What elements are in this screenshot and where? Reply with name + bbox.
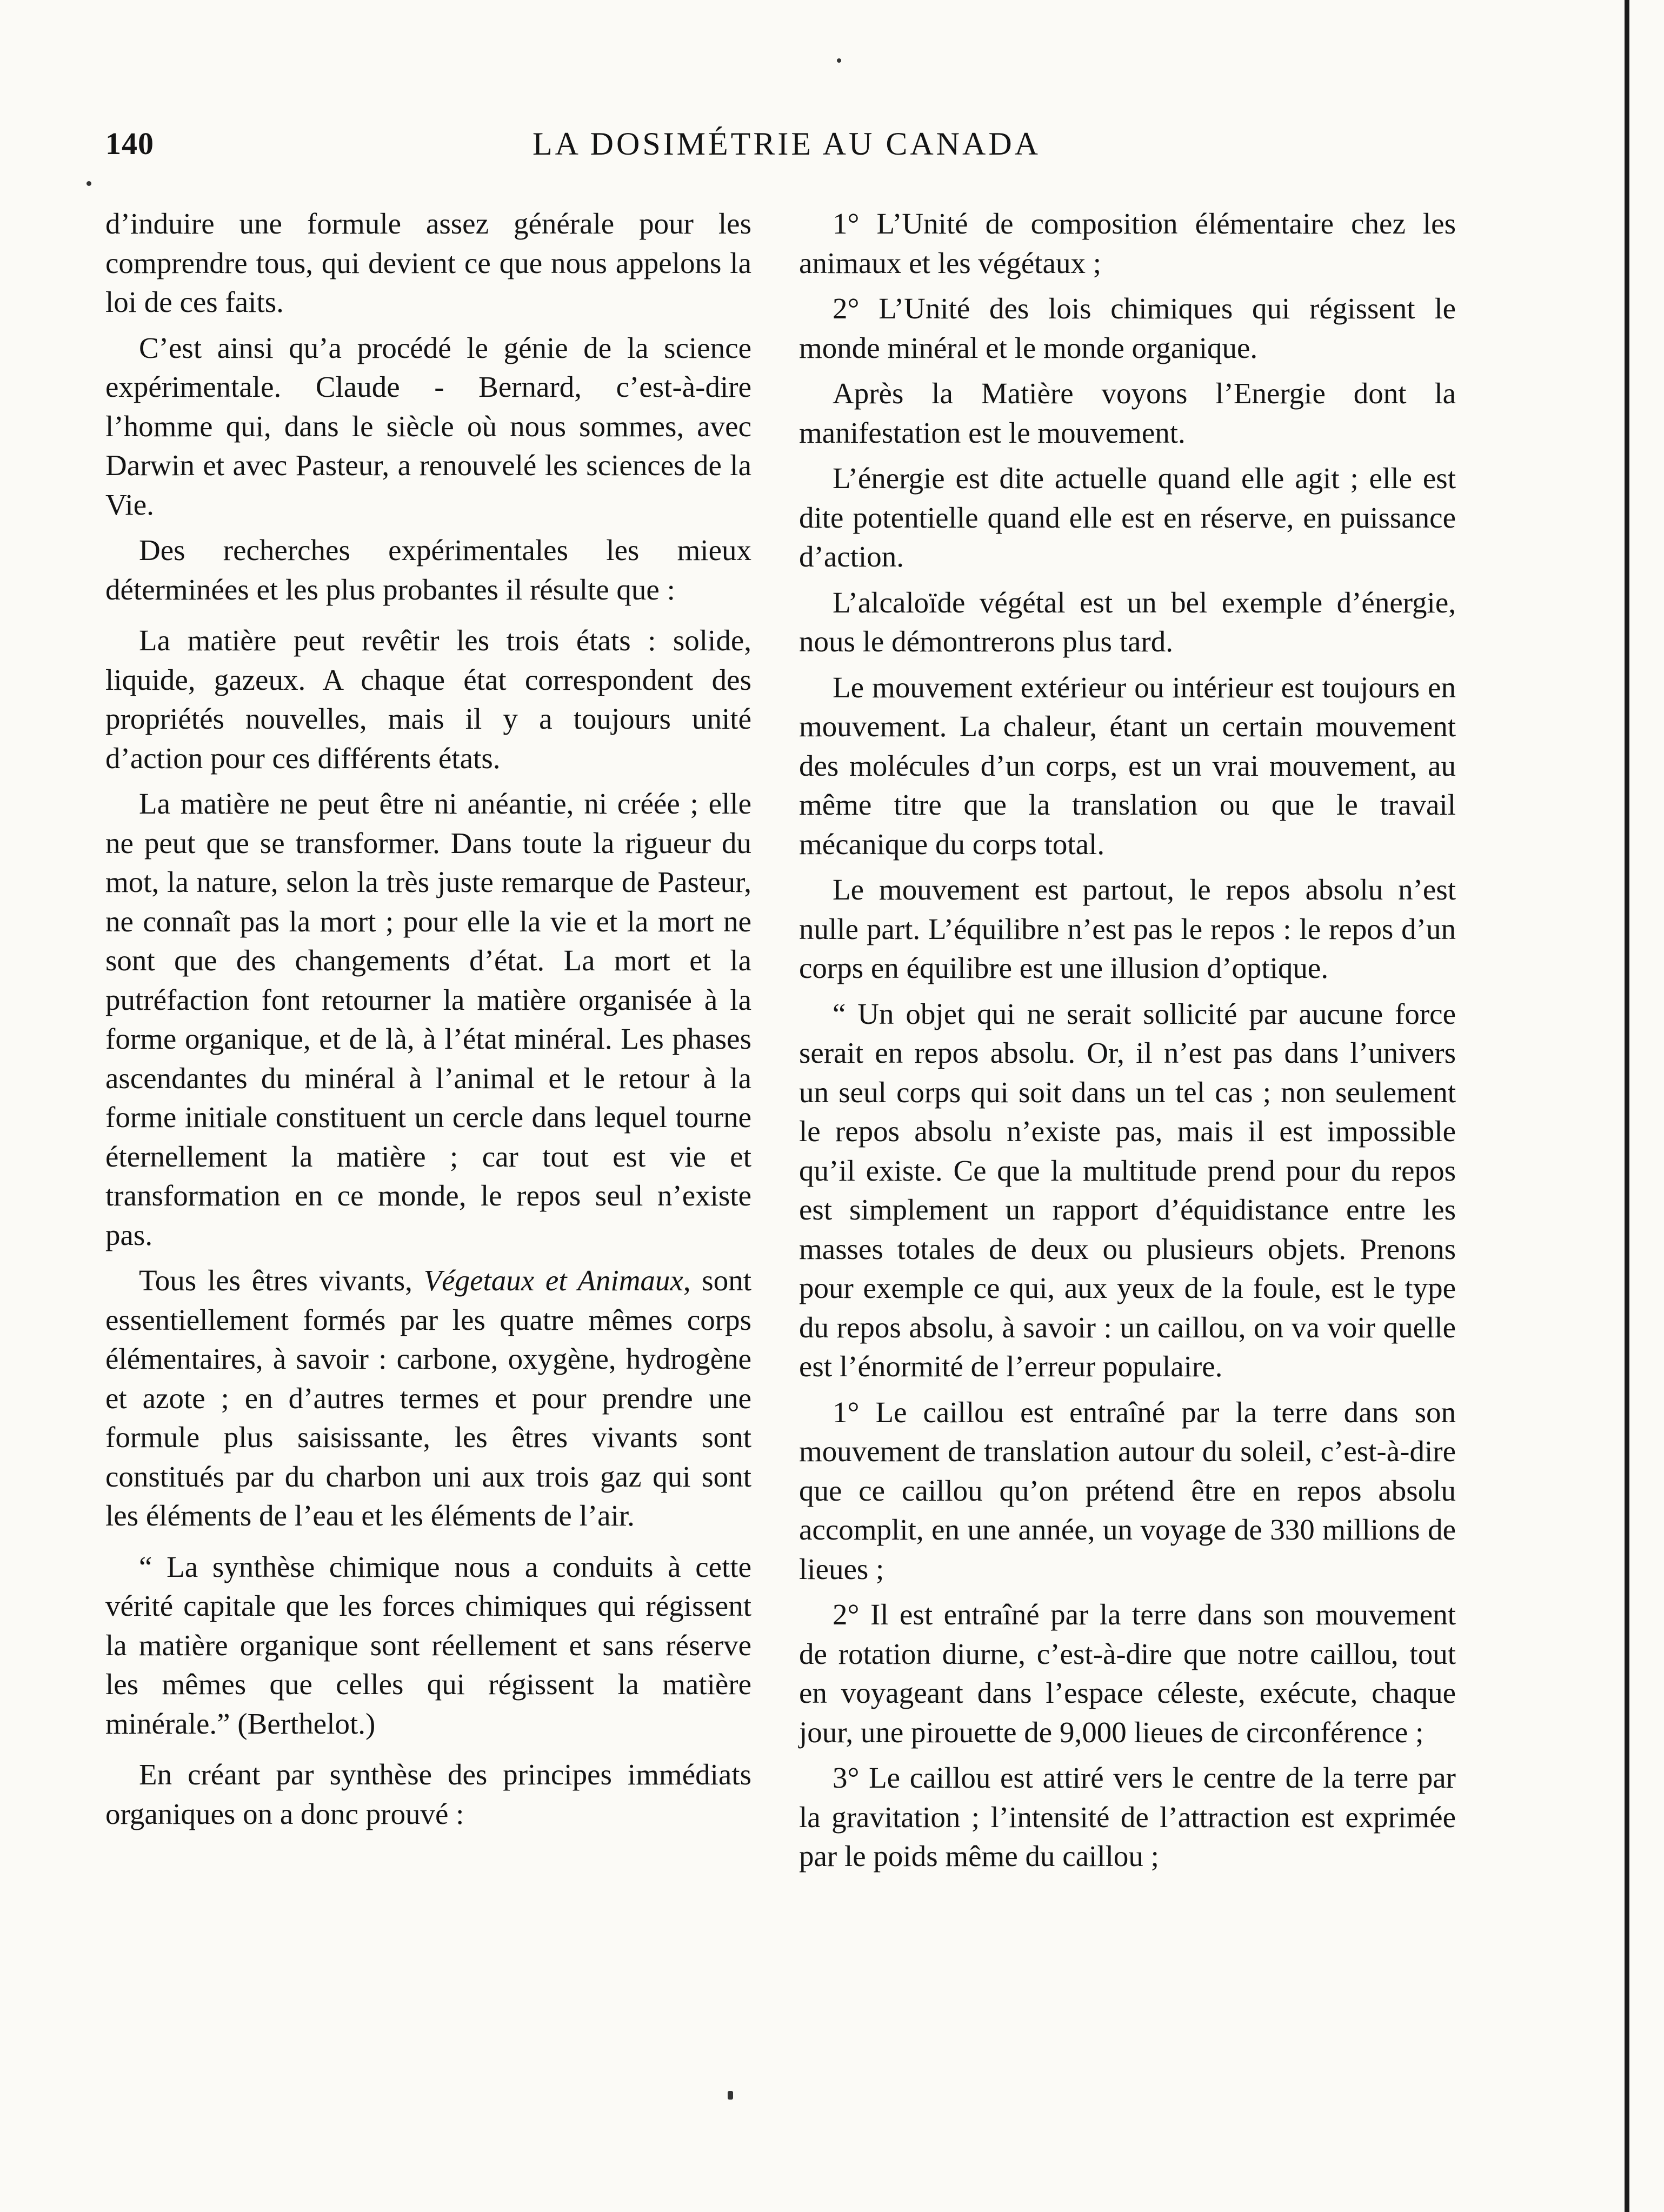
scan-speck: [837, 58, 841, 63]
paragraph: [105, 1261, 751, 1536]
paragraph: Le mouvement extérieur ou intérieur est toujours en mouvement. La chaleur, étant un certain mouvement des molécules d’un corps, est un vrai mouvement, au même titre que la translation ou que le travail mécanique du corps total.: [799, 670, 1456, 861]
paragraph: 3° Le caillou est attiré vers le centre de la terre par la gravitation ; l’intensité de l’attraction est exprimée par le poids même du caillou ;: [799, 1761, 1456, 1873]
paragraph: d’induire une formule assez générale pour les comprendre tous, qui devient ce que nous appelons la loi de ces faits.: [105, 207, 751, 318]
paragraph: 2° L’Unité des lois chimiques qui régissent le monde minéral et le monde organique.: [799, 292, 1456, 364]
paragraph: 2° Il est entraîné par la terre dans son mouvement de rotation diurne, c’est-à-dire que notre caillou, tout en voyageant dans l’espace céleste, exécute, chaque jour, une pirouette de 9,000 lieues de circonférence ;: [799, 1598, 1456, 1749]
scan-edge-rule: [1625, 0, 1629, 2212]
page-header: [105, 125, 1468, 174]
left-column: [105, 204, 751, 1840]
quotation: “ La synthèse chimique nous a conduits à cette vérité capitale que les forces chimiques qui régissent la matière organique sont réellement et sans réserve les mêmes que celles qui régissent la matière minérale.” (Berthelot.): [105, 1550, 751, 1740]
right-column: [799, 204, 1456, 1883]
text-run: , sont essentiellement formés par les quatre mêmes corps élémentaires, à savoir : carbone, oxygène, hydrogène et azote ; en d’autres termes et pour prendre une formule plus saisissante, les êtres vivants sont constitués par du charbon uni aux trois gaz qui sont les éléments de l’eau et les éléments de l’air.: [105, 1264, 751, 1532]
paragraph: La matière ne peut être ni anéantie, ni créée ; elle ne peut que se transformer. Dans toute la rigueur du mot, la nature, selon la très juste remarque de Pasteur, ne connaît pas la mort ; pour elle la vie et la mort ne sont que des changements d’état. La mort et la putréfaction font retourner la matière organisée à la forme organique, et de là, à l’état minéral. Les phases ascendantes du minéral à l’animal et le retour à la forme initiale constituent un cercle dans lequel tourne éternellement la matière ; car tout est vie et transformation en ce monde, le repos seul n’existe pas.: [105, 787, 751, 1251]
scan-speck: [86, 181, 91, 186]
text-run: Tous les êtres vivants,: [139, 1264, 424, 1297]
paragraph: L’énergie est dite actuelle quand elle agit ; elle est dite potentielle quand elle est en réserve, en puissance d’action.: [799, 462, 1456, 573]
paragraph: C’est ainsi qu’a procédé le génie de la science expérimentale. Claude - Bernard, c’est-à-dire l’homme qui, dans le siècle où nous sommes, avec Darwin et avec Pasteur, a renouvelé les sciences de la Vie.: [105, 331, 751, 521]
paragraph: La matière peut revêtir les trois états : solide, liquide, gazeux. A chaque état correspondent des propriétés nouvelles, mais il y a toujours unité d’action pour ces différents états.: [105, 624, 751, 775]
paragraph: 1° L’Unité de composition élémentaire chez les animaux et les végétaux ;: [799, 207, 1456, 279]
paragraph: Des recherches expérimentales les mieux déterminées et les plus probantes il résulte que :: [105, 534, 751, 606]
running-title: LA DOSIMÉTRIE AU CANADA: [533, 126, 1041, 162]
scan-speck: [728, 2091, 733, 2100]
paragraph: Le mouvement est partout, le repos absolu n’est nulle part. L’équilibre n’est pas le repos : le repos d’un corps en équilibre est une illusion d’optique.: [799, 873, 1456, 984]
page-number: 140: [105, 126, 154, 161]
quotation: “ Un objet qui ne serait sollicité par aucune force serait en repos absolu. Or, il n’est pas dans l’univers un seul corps qui soit dans un tel cas ; non seulement le repos absolu n’existe pas, mais il est impossible qu’il existe. Ce que la multitude prend pour du repos est simplement un rapport d’équidistance entre les masses totales de deux ou plusieurs objets. Prenons pour exemple ce qui, aux yeux de la foule, est le type du repos absolu, à savoir : un caillou, on va voir quelle est l’énormité de l’erreur populaire.: [799, 997, 1456, 1383]
italic-text: Végetaux et Animaux: [423, 1264, 683, 1297]
paragraph: 1° Le caillou est entraîné par la terre dans son mouvement de translation autour du soleil, c’est-à-dire que ce caillou qu’on prétend être en repos absolu accomplit, en une année, un voyage de 330 millions de lieues ;: [799, 1395, 1456, 1585]
paragraph: En créant par synthèse des principes immédiats organiques on a donc prouvé :: [105, 1758, 751, 1830]
paragraph: Après la Matière voyons l’Energie dont la manifestation est le mouvement.: [799, 377, 1456, 449]
paragraph: L’alcaloïde végétal est un bel exemple d’énergie, nous le démontrerons plus tard.: [799, 585, 1456, 658]
